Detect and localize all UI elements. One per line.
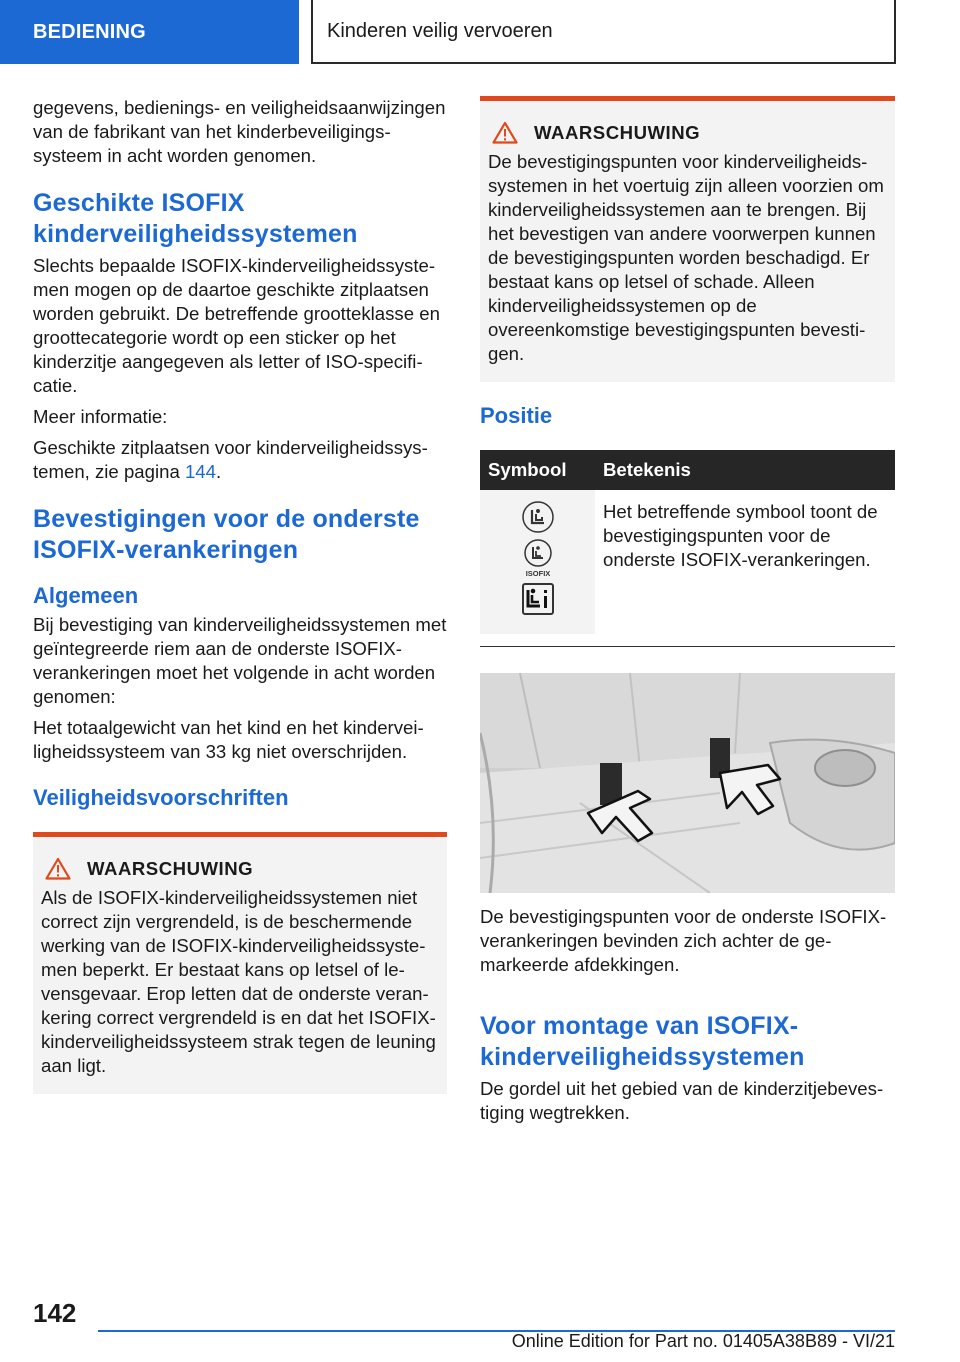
- page-reference-link[interactable]: 144: [184, 461, 216, 482]
- isofix-symbol-icon: [521, 538, 555, 578]
- page-header: [0, 0, 960, 64]
- heading-isofix-systems: Geschikte ISOFIX kinderveiligheidssystemen: [33, 189, 358, 248]
- table-row: [480, 490, 895, 634]
- general-paragraph-1: Bij bevestiging van kinderveiligheidssystemen met geïntegreerde riem aan de onderste ISOFIX-verankeringen moet het volgende in acht worden genomen:: [33, 614, 447, 707]
- heading-mounting: Voor montage van ISOFIX-kinderveiligheidssystemen: [480, 1012, 805, 1071]
- general-paragraph-2: Het totaalgewicht van het kind en het kinderveiligheidssysteem van 33 kg niet overschrijden.: [33, 717, 424, 762]
- symbol-cell: [480, 490, 595, 634]
- page-number: 142: [33, 1298, 77, 1328]
- warning-label: WAARSCHUWING: [87, 857, 254, 879]
- right-column: [480, 96, 895, 1132]
- heading-lower-anchorages: Bevestigingen voor de onderste ISOFIX-verankeringen: [33, 505, 420, 564]
- warning-title-left: [41, 857, 439, 880]
- heading-position: Positie: [480, 403, 553, 428]
- isofix-text: ISOFIX: [525, 569, 550, 578]
- warning-text-right: De bevestigingspunten voor kinderveiligheidssystemen in het voertuig zijn alleen voorzien om kinderveiligheidssystemen aan te brengen. Bij het bevestigen van andere voorwerpen kunnen de bevestigingspunten worden beschadigd. Er bestaat kans op letsel of schade. Alleen kinderveiligheidssystemen op de overeenkomstige bevestigingspunten bevestigen.: [488, 151, 884, 364]
- photo-caption: De bevestigingspunten voor de onderste ISOFIX-verankeringen bevinden zich achter de gemarkeerde afdekkingen.: [480, 906, 887, 975]
- warning-icon: [45, 857, 71, 880]
- edition-footer: Online Edition for Part no. 01405A38B89 - VI/21: [511, 1331, 895, 1351]
- meaning-cell: Het betreffende symbool toont de bevestigingspunten voor de onderste ISOFIX-verankeringen.: [603, 501, 878, 570]
- column-header-meaning: Betekenis: [595, 450, 895, 490]
- chapter-title: Kinderen veilig vervoeren: [311, 0, 896, 64]
- symbol-table: [480, 450, 895, 634]
- warning-box-right: [480, 96, 895, 382]
- isofix-info-icon: [521, 582, 555, 616]
- reference-paragraph: [33, 436, 447, 484]
- warning-icon: [492, 121, 518, 144]
- warning-box-left: [33, 832, 447, 1094]
- isofix-cover-photo: [480, 673, 895, 893]
- symbol-table-wrapper: [480, 450, 895, 647]
- isofix-paragraph: Slechts bepaalde ISOFIX-kinderveiligheidssystemen mogen op de daartoe geschikte zitplaatsen worden gebruikt. De betreffende grootteklasse en groottecategorie wordt op een sticker op het kinderzitje aangegeven als letter of ISO-specificatie.: [33, 255, 440, 396]
- reference-text: Geschikte zitplaatsen voor kinderveiligheidssystemen, zie pagina: [33, 437, 428, 482]
- more-info-label: Meer informatie:: [33, 406, 168, 427]
- warning-text-left: Als de ISOFIX-kinderveiligheidssystemen niet correct zijn vergrendeld, is de beschermende werking van de ISOFIX-kinderveiligheidssystemen beperkt. Er bestaat kans op letsel of levensgevaar. Erop letten dat de onderste verankering correct vergrendeld is en dat het ISOFIX-kinderveiligheidssysteem strak tegen de leuning aan ligt.: [41, 887, 436, 1076]
- child-seat-icon: [521, 500, 555, 534]
- section-tab[interactable]: BEDIENING: [0, 0, 299, 64]
- heading-general: Algemeen: [33, 583, 139, 608]
- intro-paragraph: gegevens, bedienings- en veiligheidsaanwijzingen van de fabrikant van het kinderbeveiligingssysteem in acht worden genomen.: [33, 97, 446, 166]
- column-header-symbol: Symbool: [480, 450, 595, 490]
- reference-end: .: [215, 461, 222, 482]
- mounting-paragraph: De gordel uit het gebied van de kinderzitjebevestiging wegtrekken.: [480, 1078, 884, 1123]
- heading-safety: Veiligheidsvoorschriften: [33, 785, 289, 810]
- warning-label: WAARSCHUWING: [534, 121, 701, 143]
- left-column: [33, 96, 447, 1094]
- warning-title-right: [488, 121, 887, 144]
